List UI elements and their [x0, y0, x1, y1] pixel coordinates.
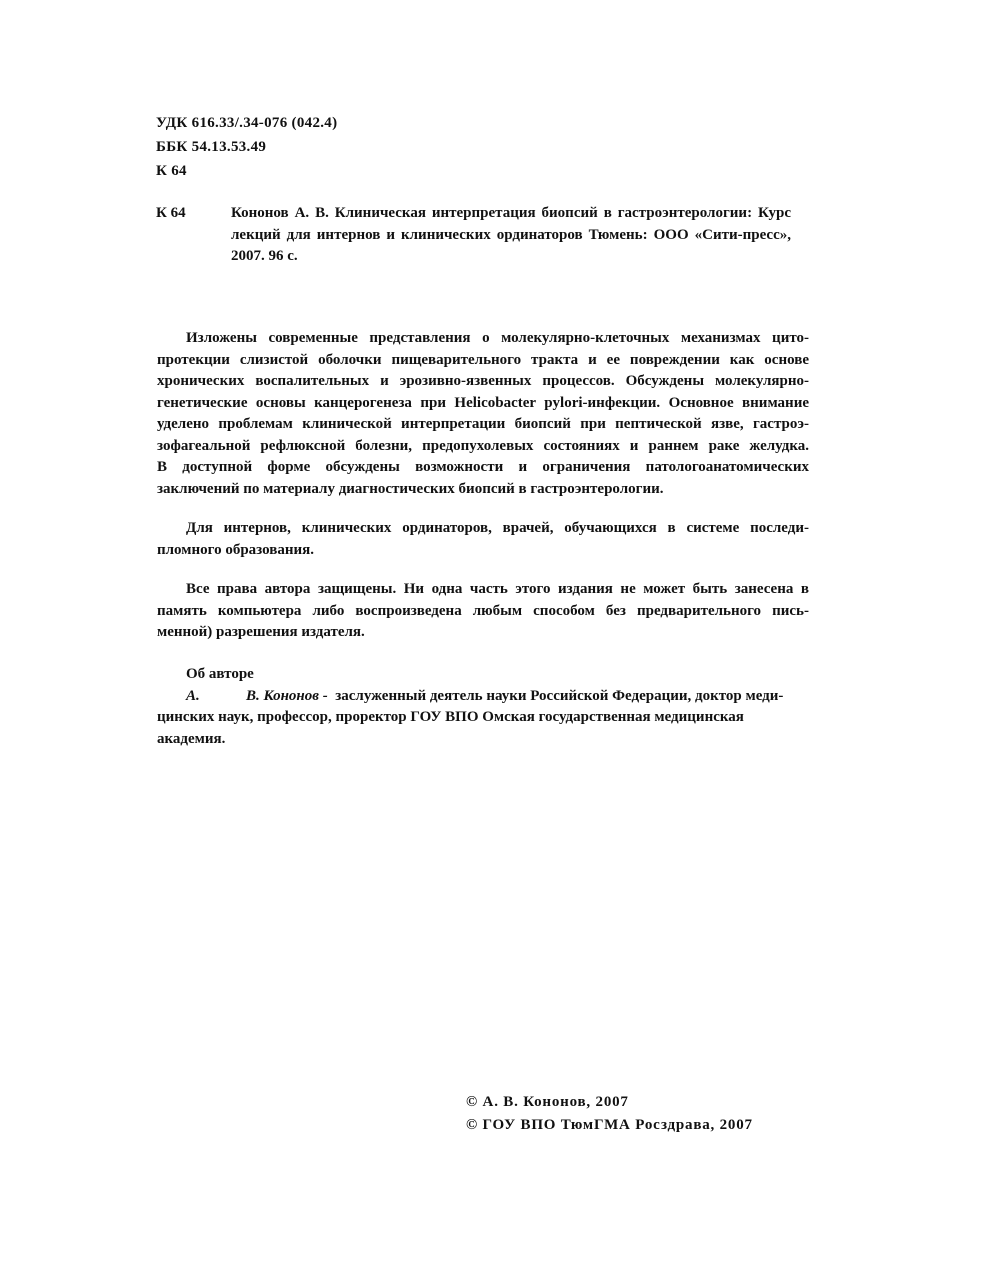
abstract-line: протекции слизистой оболочки пищеварительного тракта и ее повреждении как основе	[157, 351, 809, 368]
abstract-paragraph	[157, 328, 809, 500]
biblio-line: 2007. 96 с.	[231, 248, 298, 264]
rights-line: Все права автора защищены. Ни одна часть этого издания не может быть занесена в	[186, 581, 809, 597]
copyright-publisher: © ГОУ ВПО ТюмГМА Росздрава, 2007	[466, 1117, 753, 1133]
about-author-line-3: академия.	[157, 730, 226, 747]
biblio-record-text	[231, 203, 791, 268]
abstract-line: заключений по материалу диагностических биопсий в гастроэнтерологии.	[157, 480, 664, 497]
author-name: В. Кононов -	[246, 687, 328, 704]
about-author-line-2: цинских наук, профессор, проректор ГОУ ВПО Омская государственная медицинская	[157, 709, 744, 725]
rights-line: менной) разрешения издателя.	[157, 624, 365, 640]
about-author-heading: Об авторе	[186, 666, 254, 682]
copyright-author: © А. В. Кононов, 2007	[466, 1094, 629, 1110]
audience-line: пломного образования.	[157, 541, 314, 558]
udk-code: УДК 616.33/.34-076 (042.4)	[156, 115, 338, 131]
biblio-line: Кононов А. В. Клиническая интерпретация биопсий в гастроэнтерологии: Курс	[231, 205, 791, 221]
abstract-line: В доступной форме обсуждены возможности и ограничения патологоанатомических	[157, 459, 809, 475]
classification-codes	[156, 111, 337, 183]
rights-paragraph	[157, 579, 809, 644]
about-author-line-1	[157, 686, 837, 708]
bbk-code: ББК 54.13.53.49	[156, 139, 267, 155]
audience-paragraph	[157, 518, 809, 561]
biblio-record-code: К 64	[156, 205, 186, 221]
copyright-notice	[466, 1091, 753, 1137]
about-author-section	[157, 664, 837, 750]
abstract-line: уделено проблемам клинической интерпретации биопсий при пептической язве, гастроэ-	[157, 416, 809, 432]
abstract-line: генетические основы канцерогенеза при Helicobacter pylori-инфекции. Основное внимание	[157, 394, 809, 411]
rights-line: память компьютера либо воспроизведена любым способом без предварительного пись-	[157, 602, 809, 619]
audience-line: Для интернов, клинических ординаторов, врачей, обучающихся в системе последи-	[186, 520, 809, 536]
abstract-line: хронических воспалительных и эрозивно-язвенных процессов. Обсуждены молекулярно-	[157, 373, 809, 389]
biblio-line: лекций для интернов и клинических ординаторов Тюмень: ООО «Сити-пресс»,	[231, 226, 791, 243]
author-description: заслуженный деятель науки Российской Федерации, доктор меди-	[335, 687, 784, 704]
abstract-line: Изложены современные представления о молекулярно-клеточных механизмах цито-	[186, 330, 809, 346]
author-mark: К 64	[156, 163, 187, 179]
abstract-line: зофагеальной рефлюксной болезни, предопухолевых состояниях и раннем раке желудка.	[157, 437, 809, 454]
author-initial: А.	[186, 687, 200, 704]
